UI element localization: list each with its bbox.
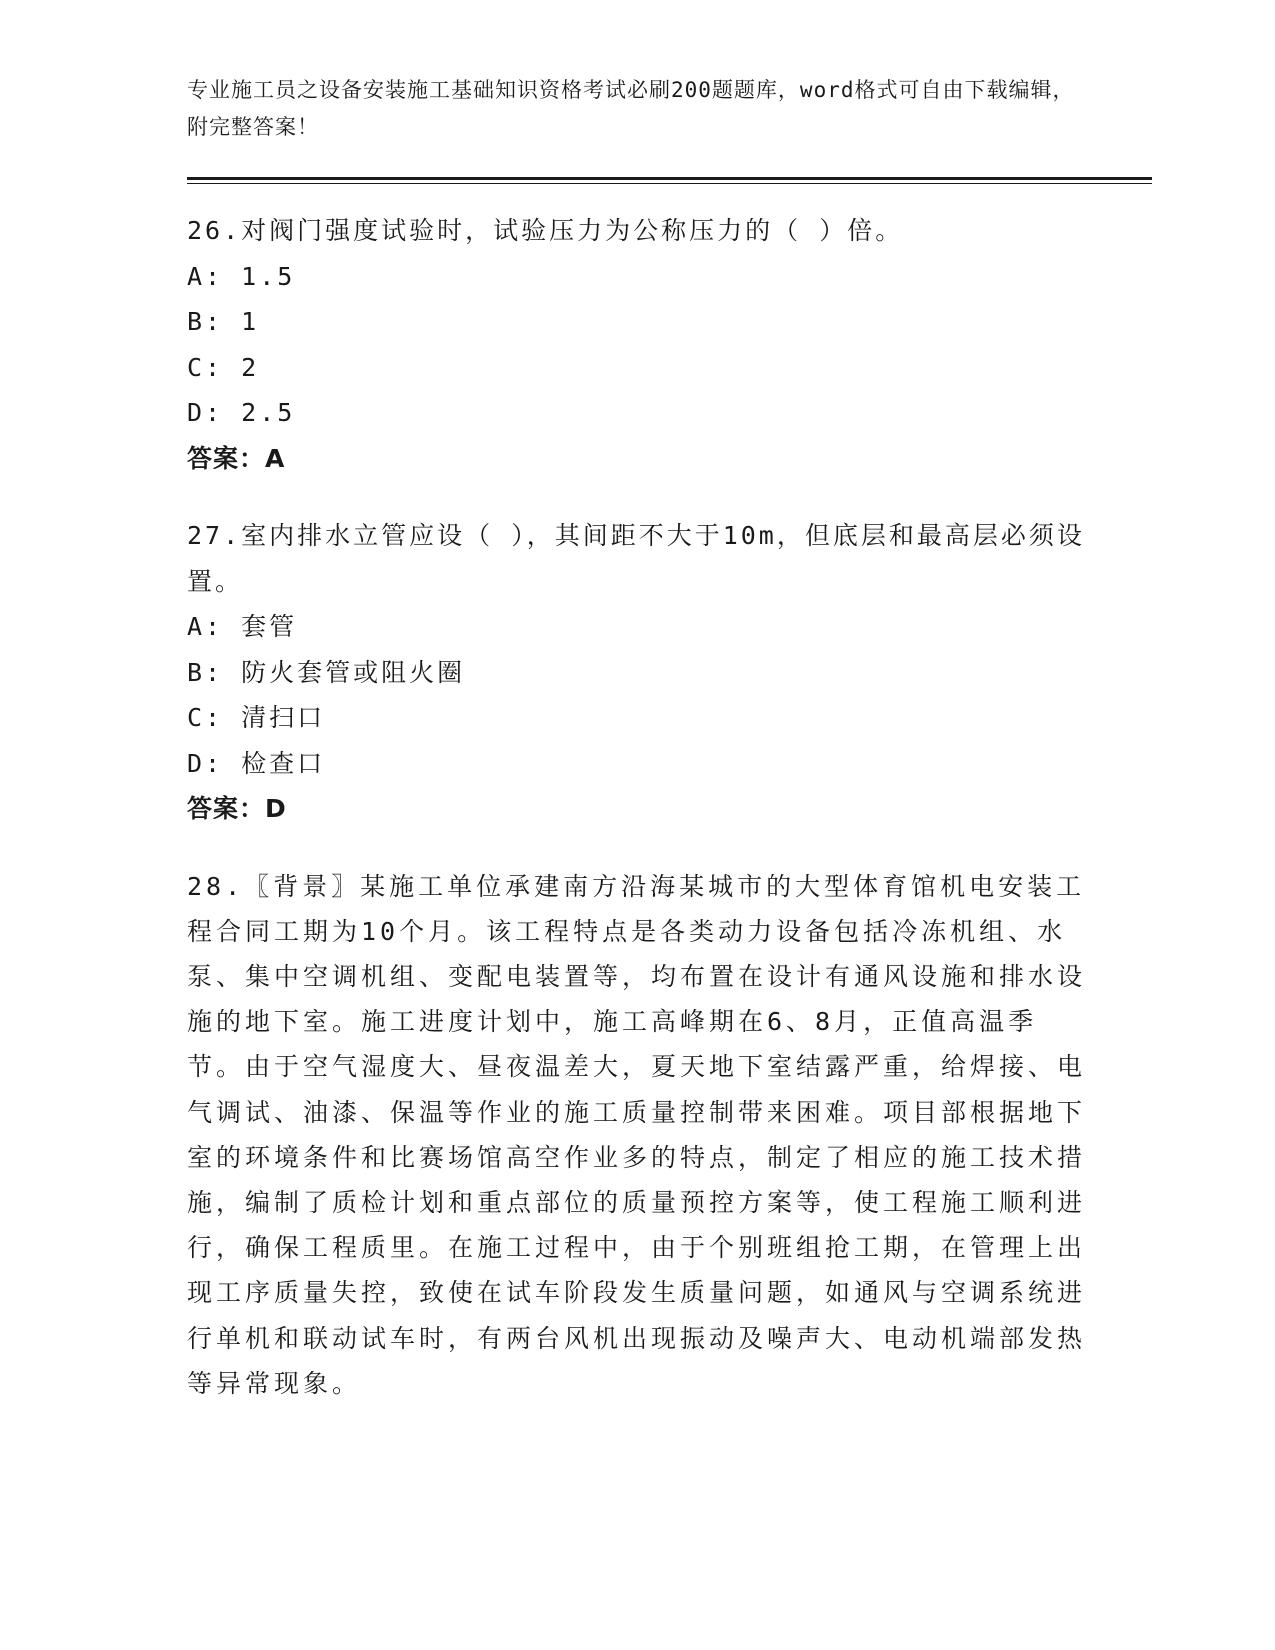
- document-header: 专业施工员之设备安装施工基础知识资格考试必刷200题题库，word格式可自由下载编辑，附完整答案！: [187, 78, 1075, 139]
- answer: 答案：A: [187, 443, 286, 473]
- option-d: D: 检查口: [187, 748, 326, 778]
- option-a: A: 套管: [187, 612, 298, 641]
- option-b: B: 1: [187, 307, 260, 336]
- question-stem: 27.室内排水立管应设（ ），其间距不大于10m，但底层和最高层必须设置。: [187, 521, 1085, 596]
- question-stem: 26.对阀门强度试验时，试验压力为公称压力的（ ）倍。: [187, 216, 904, 245]
- question-27: [187, 513, 1087, 832]
- option-d: D: 2.5: [187, 398, 296, 427]
- header-rule-thin: [187, 183, 1152, 184]
- answer: 答案：D: [187, 794, 287, 823]
- option-b: B: 防火套管或阻火圈: [187, 657, 466, 687]
- document-content: [187, 208, 1087, 1406]
- header-rule-thick: [187, 177, 1152, 180]
- option-c: C: 2: [187, 352, 260, 382]
- question-28-passage: 28.〖背景〗某施工单位承建南方沿海某城市的大型体育馆机电安装工程合同工期为10个月。该工程特点是各类动力设备包括冷冻机组、水泵、集中空调机组、变配电装置等，均布置在设计有通风设施和排水设施的地下室。施工进度计划中，施工高峰期在6、8月，正值高温季节。由于空气湿度大、昼夜温差大，夏天地下室结露严重，给焊接、电气调试、油漆、保温等作业的施工质量控制带来困难。项目部根据地下室的环境条件和比赛场馆高空作业多的特点，制定了相应的施工技术措施，编制了质检计划和重点部位的质量预控方案等，使工程施工顺利进行，确保工程质里。在施工过程中，由于个别班组抢工期，在管理上出现工序质量失控，致使在试车阶段发生质量问题，如通风与空调系统进行单机和联动试车时，有两台风机出现振动及噪声大、电动机端部发热等异常现象。: [187, 871, 1087, 1398]
- question-26: [187, 208, 1087, 481]
- option-c: C: 清扫口: [187, 703, 326, 732]
- option-a: A: 1.5: [187, 261, 296, 291]
